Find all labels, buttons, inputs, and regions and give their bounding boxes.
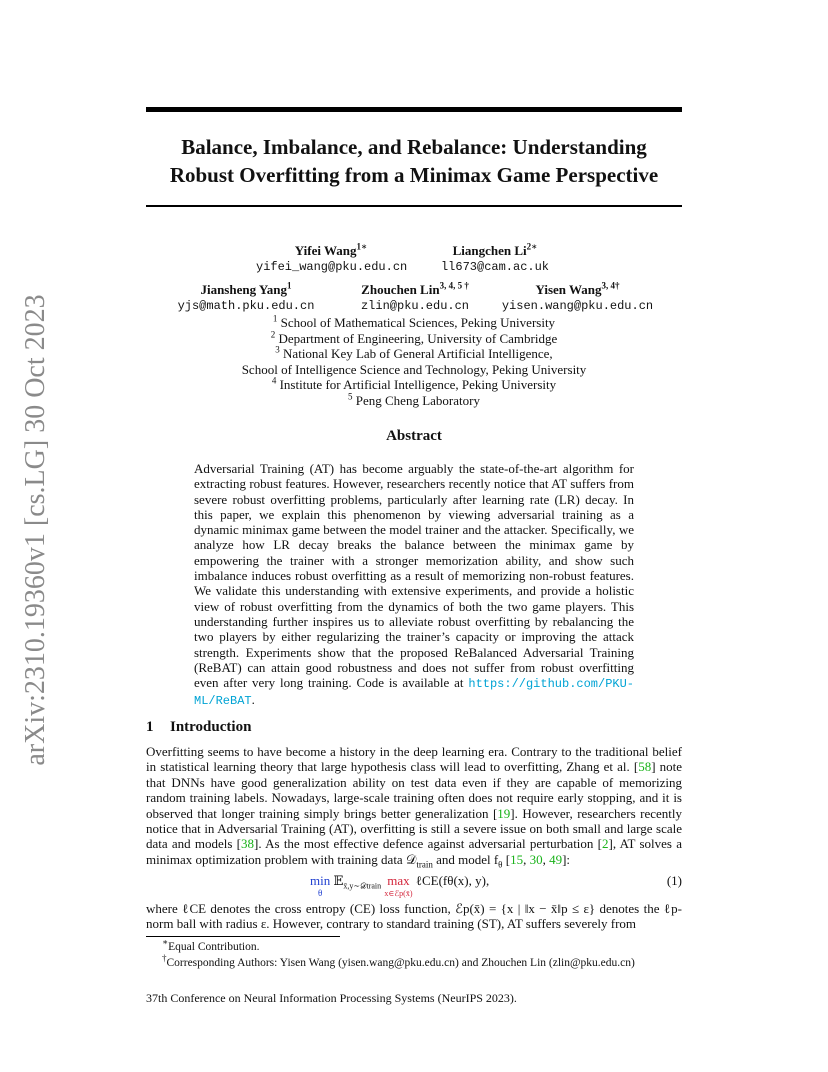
- citation-link[interactable]: 15: [510, 851, 524, 867]
- paper-title: [146, 133, 682, 189]
- code-link[interactable]: https://github.com/PKU-ML/ReBAT: [194, 677, 635, 709]
- equation-formula: min $^\theta$ 𝔼$_{x̄,y\sim 𝒟train}$ max $^{x\in ℰp(x̄)}$ ℓCE(fθ(x), y),: [310, 873, 490, 898]
- title-line-2: Robust Overfitting from a Minimax Game Perspective: [169, 163, 659, 187]
- author-affil-marker: 3, 4†: [601, 280, 620, 291]
- section-number: 1: [146, 719, 154, 735]
- citation-link[interactable]: 19: [497, 805, 511, 821]
- author-affil-marker: 1∗: [356, 241, 368, 252]
- author-email[interactable]: yifei_wang@pku.edu.cn: [256, 260, 408, 274]
- author-affil-marker: 1: [287, 280, 292, 291]
- citation-link[interactable]: 38: [241, 836, 255, 852]
- author-affil-marker: 3, 4, 5 †: [439, 280, 469, 291]
- affiliation-line: School of Intelligence Science and Technology, Peking University: [241, 361, 587, 377]
- section-title: Introduction: [170, 719, 252, 735]
- equation-number: (1): [666, 873, 682, 888]
- citation-link[interactable]: 49: [549, 851, 563, 867]
- affiliation-line: $^3$ National Key Lab of General Artificial Intelligence,: [275, 344, 553, 361]
- affiliation-line: $^5$ Peng Cheng Laboratory: [348, 391, 480, 408]
- arxiv-identifier: arXiv:2310.19360v1 [cs.LG] 30 Oct 2023: [20, 294, 51, 766]
- title-top-rule: [146, 107, 682, 112]
- citation-link[interactable]: 30: [529, 851, 543, 867]
- author-email[interactable]: zlin@pku.edu.cn: [360, 299, 470, 313]
- affiliation-line: $^1$ School of Mathematical Sciences, Peking University: [272, 313, 556, 330]
- author-block: [495, 282, 660, 314]
- title-line-1: Balance, Imbalance, and Rebalance: Understanding: [181, 135, 647, 159]
- footnote-rule: [146, 936, 340, 937]
- author-name: Liangchen Li: [452, 243, 527, 258]
- author-name: Yisen Wang: [535, 282, 602, 297]
- author-name: Jiansheng Yang: [200, 282, 288, 297]
- author-block: [166, 282, 326, 314]
- title-bottom-rule: [146, 205, 682, 207]
- author-block: [425, 243, 565, 275]
- footnote: †Corresponding Authors: Yisen Wang (yisen.wang@pku.edu.cn) and Zhouchen Lin (zlin@pku.edu.cn): [162, 953, 635, 969]
- author-block: [345, 282, 485, 314]
- abstract-text: Adversarial Training (AT) has become arguably the state-of-the-art algorithm for extracting robust features. However, researchers recently notice that AT suffers from severe robust overfitting problems, particularly after learning rate (LR) decay. In this paper, we explain this phenomenon by viewing adversarial training as a dynamic minimax game between the model trainer and the attacker. Specifically, we analyze how LR decay breaks the balance between the minimax game by empowering the trainer with a stronger memorization ability, and show such imbalance induces robust overfitting as a result of memorizing non-robust features. We validate this understanding with extensive experiments, and provide a holistic view of robust overfitting from the dynamics of both the two game players. This understanding further inspires us to alleviate robust overfitting by rebalancing the two players by either regularizing the trainer’s capacity or improving the attack strength. Experiments show that the proposed ReBalanced Adversarial Training (ReBAT) can attain good robustness and does not suffer from robust overfitting even after very long training. Code is available at: [194, 461, 634, 691]
- author-email[interactable]: yisen.wang@pku.edu.cn: [501, 299, 654, 313]
- citation-link[interactable]: 2: [602, 836, 609, 852]
- conference-note: 37th Conference on Neural Information Processing Systems (NeurIPS 2023).: [146, 991, 517, 1005]
- affiliation-line: $^2$ Department of Engineering, University of Cambridge: [270, 329, 558, 346]
- author-email[interactable]: ll673@cam.ac.uk: [440, 260, 550, 274]
- arxiv-sidebar-stamp: [18, 290, 54, 770]
- author-name: Yifei Wang: [294, 243, 357, 258]
- abstract-body: Adversarial Training (AT) has become arguably the state-of-the-art algorithm for extracting robust features. However, researchers recently notice that AT suffers from severe robust overfitting problems, particularly after learning rate (LR) decay. In this paper, we explain this phenomenon by viewing adversarial training as a dynamic minimax game between the model trainer and the attacker. Specifically, we analyze how LR decay breaks the balance between the minimax game by empowering the trainer with a stronger memorization ability, and show such imbalance induces robust overfitting as a result of memorizing non-robust features. We validate this understanding with extensive experiments, and provide a holistic view of robust overfitting from the dynamics of both the two game players. This understanding further inspires us to alleviate robust overfitting by rebalancing the two players by either regularizing the trainer’s capacity or improving the attack strength. Experiments show that the proposed ReBalanced Adversarial Training (ReBAT) can attain good robustness and does not suffer from robust overfitting even after very long training. Code is available at https://github.com/PKU-ML/ReBAT.: [194, 461, 635, 709]
- affiliation-list: [146, 315, 682, 408]
- footnote: ∗Equal Contribution.: [162, 937, 260, 953]
- abstract-heading: Abstract: [386, 428, 442, 444]
- intro-paragraph-2: where ℓCE denotes the cross entropy (CE) loss function, ℰp(x̄) = {x | ‖x − x̄‖p ≤ ε} denotes the ℓp-norm ball with radius ε. However, contrary to standard training (ST), AT suffers severely from: [146, 901, 682, 932]
- intro-paragraph-1: Overfitting seems to have become a history in the deep learning era. Contrary to the traditional belief in statistical learning theory that large hypothesis class will lead to overfitting, Zhang et al. [58] note that DNNs have good generalization ability on test data even if they are capable of memorizing random training labels. Nowadays, large-scale training often does not require early stopping, and it is observed that longer training simply brings better generalization [19]. However, researchers recently notice that in Adversarial Training (AT), overfitting is still a severe issue on both small and large scale data and models [38]. As the most effective defence against adversarial perturbation [2], AT solves a minimax optimization problem with training data 𝒟$_{train}$ and model $f_\theta$ [15, 30, 49]:: [146, 744, 682, 870]
- author-affil-marker: 2∗: [526, 241, 538, 252]
- author-block: [256, 243, 406, 275]
- equation-1: [146, 871, 682, 898]
- citation-link[interactable]: 58: [638, 759, 652, 775]
- affiliation-line: $^4$ Institute for Artificial Intelligence, Peking University: [271, 375, 557, 392]
- author-email[interactable]: yjs@math.pku.edu.cn: [177, 299, 315, 313]
- author-name: Zhouchen Lin: [361, 282, 440, 297]
- section-heading: [146, 719, 251, 736]
